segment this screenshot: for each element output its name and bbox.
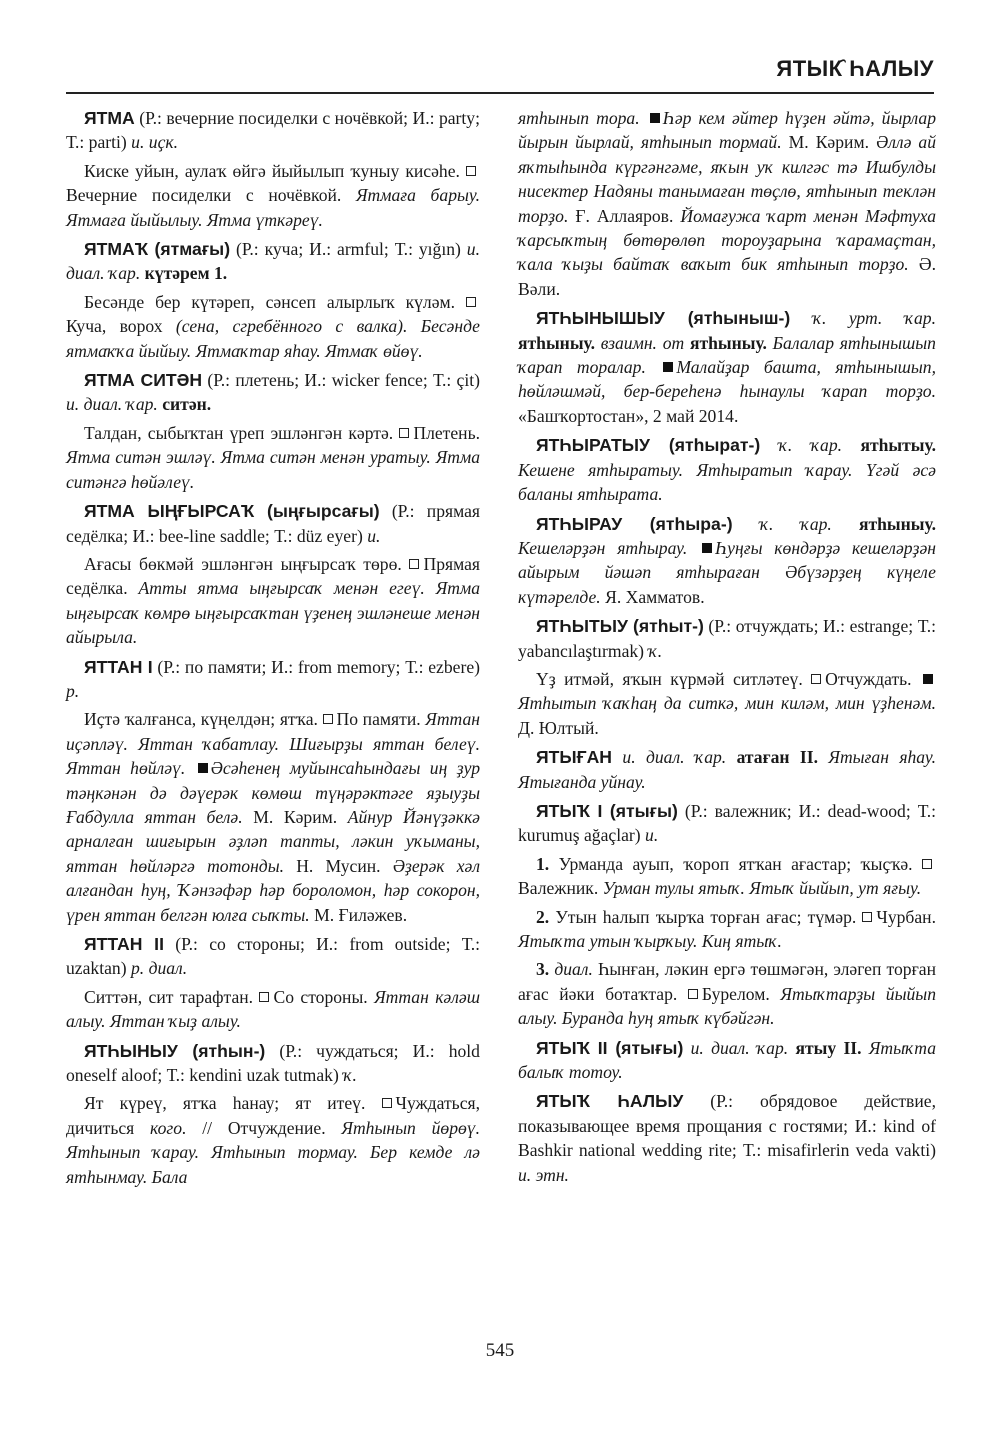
grammar-note: и. диал. ҡар. (66, 239, 480, 284)
dictionary-entry (518, 614, 936, 740)
definition: Киске уйын, аулаҡ өйгә йыйылып ҡуныу кисәһе. (84, 160, 466, 181)
dictionary-entry-continued (518, 106, 936, 301)
examples: Атты ятма ыңғырсаҡ менән егеү. Ятма ыңғырсаҡ көмрө ыңғырсаҡтан үҙенең эшләнеше менән айырыла. (66, 578, 480, 648)
square-marker-icon (323, 714, 333, 724)
quotation-author: М. Ғиләжев. (309, 904, 408, 925)
headword: ЯТМА ЫҢҒЫРСАҠ (ыңғырсағы) (84, 501, 380, 522)
dictionary-entry (518, 306, 936, 428)
dictionary-entry (66, 1039, 480, 1189)
definition: Талдан, сыбыҡтан үреп эшләнгән кәртә. (84, 422, 400, 443)
quotation: Әллә ай яҡтыһында күргәнгәме, яҡын уҡ килгәс тә Ишбулды нисектер Надяны танымаған төҫлө, ятһынып теклән торҙо. (518, 132, 936, 226)
examples: Балалар ятһынышып ҡарап торалар. (518, 332, 936, 378)
sense-number: 1. (536, 853, 559, 874)
dictionary-entry (66, 106, 480, 232)
headword: ЯТҺЫНЫШЫУ (ятһыныш-) (536, 308, 791, 329)
russian-gloss: Плетень. (413, 422, 480, 443)
quotation-author: Д. Юлтый. (518, 717, 599, 738)
square-marker-icon (399, 428, 409, 438)
headword: ЯТҺЫТЫУ (ятһыт-) (536, 616, 704, 637)
dictionary-entry (66, 368, 480, 494)
quotation-author: Ә. Вәли. (518, 254, 936, 299)
grammar-note: ҡ. ҡар. (759, 513, 859, 534)
grammar-note: и. диал. ҡар. (690, 1037, 796, 1058)
grammar-note: ҡ. ҡар. (778, 435, 861, 456)
sense-number: 3. (536, 959, 555, 980)
grammar-note: диал. (554, 959, 598, 980)
definition: Ағасы бөкмәй эшләнгән ыңғырсаҡ төрө. (84, 553, 410, 574)
quotation-author: Ғ. Аллаяров. (568, 205, 681, 226)
square-marker-icon (862, 912, 872, 922)
cross-reference: ситән. (162, 394, 212, 415)
translations: (Р.: прямая седёлка; И.: bee-line saddle; Т.: düz eyer) (66, 501, 480, 546)
quotation: Йомағужа ҡарт менән Мәфтуха ҡарсыҡтың бөтөрөлөп тороуҙарына ҡарамаҫтан, ҡала ҡыҙы байтаҡ ваҡыт бик ятһынып торҙо. (518, 205, 936, 275)
dictionary-entry (518, 745, 936, 794)
quotation-author: Н. Мусин. (284, 855, 393, 876)
russian-gloss: Чурбан. (876, 906, 936, 927)
dictionary-entry (66, 655, 480, 927)
dictionary-entry (66, 499, 480, 649)
translations: (Р.: вечерние посиделки с ночёвкой; И.: party; Т.: parti) (66, 108, 480, 153)
dictionary-entry (518, 512, 936, 610)
dictionary-entry (518, 433, 936, 506)
square-marker-icon (466, 297, 476, 307)
grammar-note: ҡ. урт. ҡар. (812, 308, 936, 329)
black-square-marker-icon (702, 543, 712, 553)
grammar-note: взаимн. от (600, 332, 690, 353)
headword: ЯТМАҠ (ятмағы) (84, 239, 231, 260)
quotation: Айнур Йәнүҙәккә арналған шиғырын әҙләп тапты, ләкин уҡыманы, яттан һөйләргә тотонды. (66, 806, 480, 876)
examples: Ятыҡта балыҡ тотоу. (518, 1037, 936, 1083)
sense-number: 2. (536, 906, 556, 927)
spacer (760, 435, 778, 455)
spacer (790, 308, 812, 328)
dictionary-entry (518, 799, 936, 1031)
russian-gloss: Прямая седёлка. (66, 553, 480, 599)
quotation-author: М. Кәрим. (242, 806, 348, 827)
grammar-note: и. диал. ҡар. (66, 394, 163, 415)
russian-gloss: Валежник. (518, 878, 603, 899)
examples: ятһынып тора. (518, 108, 647, 128)
headword: ЯТЫҠ II (ятығы) (536, 1037, 684, 1058)
examples: Кешене ятһыратыу. Ятһыратып ҡарау. Үгәй әсә баланы ятһырата. (518, 459, 936, 505)
cross-reference: ятһыныу. (858, 513, 936, 534)
headword: ЯТЫҠ I (ятығы) (536, 800, 678, 821)
headword: ЯТТАН I (84, 656, 153, 677)
quotation: Һуңғы көндәрҙә кешеләрҙән айырым йәшәп ятһыраған Әбүзәрҙең күңеле күтәрелде. (518, 537, 936, 607)
square-marker-icon (922, 859, 932, 869)
russian-gloss: По памяти. (336, 709, 426, 730)
translations: (Р.: со стороны; И.: from outside; Т.: uzaktan) (66, 934, 480, 979)
translations: (Р.: куча; И.: armful; Т.: yığın) (230, 239, 467, 260)
running-head-text: ЯТЫК҄ ҺАЛЫУ (776, 56, 934, 81)
translations: (Р.: валежник; И.: dead-wood; Т.: kurumuş ağaçlar) (518, 800, 937, 846)
definition: Ситтән, сит тарафтан. (84, 986, 260, 1007)
cross-reference: күтәрем 1. (144, 263, 228, 284)
quotation-author: Я. Хамматов. (600, 586, 705, 607)
translations: (Р.: по памяти; И.: from memory; Т.: ezbere) (152, 656, 480, 677)
russian-gloss: Отчуждать. (825, 668, 920, 689)
dictionary-entry (66, 932, 480, 1034)
grammar-note: и. диал. ҡар. (622, 747, 737, 768)
translations: (Р.: отчуждать; И.: estrange; Т.: yabancılaştırmak) (518, 616, 936, 661)
spacer (683, 1038, 690, 1058)
grammar-note: и. иҫк. (131, 132, 178, 153)
definition: Һынған, ләкин ергә төшмәгән, эләгеп торған ағас йәки ботаҡтар. (518, 959, 937, 1004)
quotation: Әсәһенең муйынсаһындағы иң ҙур тәңкәнән дә дәүерәк көмөш түңәрәктәге яҙыуҙы Ғабдулла яттан белә. (66, 758, 481, 827)
quotation: Әҙерәк хәл алғандан һуң, Ҡәнзәфәр һәр бороломон, һәр сокорон, үрен яттан белгән юлға сыҡты. (66, 855, 481, 925)
gloss-note: (сена, сгребённого с валка). (175, 316, 421, 337)
definition: Урманда ауып, ҡороп ятҡан ағастар; ҡыҫҡә. (558, 853, 922, 874)
derived-gloss: // Отчуждение. (202, 1117, 342, 1138)
dictionary-entry (518, 1036, 936, 1085)
examples: Яттан иҫәпләү. Яттан ҡабатлау. Шиғырҙы яттан белеү. Яттан һөйләү. (66, 709, 480, 779)
russian-gloss: Чуждаться, дичиться (66, 1093, 480, 1138)
examples: Урман тулы ятыҡ. Ятыҡ йыйып, ут яғыу. (602, 878, 922, 899)
quotation-author: М. Кәрим. (781, 132, 876, 153)
definition: Иҫтә ҡалғанса, күңелдән; ятҡа. (84, 709, 323, 730)
russian-gloss: Куча, ворох (66, 316, 176, 337)
page-number: 545 (485, 1340, 515, 1361)
square-marker-icon (688, 989, 698, 999)
spacer (612, 747, 622, 767)
quotation: Малайҙар башта, ятһынышып, һөйләшмәй, бер-береһенә һынаулы ҡарап торҙо. (518, 357, 936, 402)
quotation: Ятһытып ҡаҡһаң да ситкә, мин киләм, мин үҙһенәм. (518, 693, 936, 714)
dictionary-entry (518, 1089, 936, 1187)
spacer (733, 514, 760, 534)
headword: ЯТҺЫНЫУ (ятһын-) (84, 1040, 266, 1061)
examples: Яттан кәләш алыу. Яттан ҡыҙ алыу. (66, 986, 480, 1032)
grammar-note: ҡ. (648, 640, 663, 661)
left-column (66, 106, 480, 1194)
square-marker-icon (409, 559, 419, 569)
square-marker-icon (811, 674, 821, 684)
russian-gloss: Бурелом. (701, 983, 781, 1004)
grammar-note: и. (367, 525, 381, 546)
right-column (518, 106, 936, 1192)
grammar-note: и. этн. (518, 1164, 569, 1185)
definition: Ят күреү, ятҡа һанау; ят итеү. (84, 1093, 382, 1114)
square-marker-icon (466, 166, 476, 176)
definition: Утын һалып ҡырҡа торған ағас; түмәр. (555, 906, 863, 927)
quotation-author: «Башҡортостан», 2 май 2014. (518, 405, 739, 426)
translations: (Р.: чуждаться; И.: hold oneself aloof; Т.: kendini uzak tutmak) (66, 1040, 480, 1086)
black-square-marker-icon (923, 674, 933, 684)
grammar-note: р. (66, 680, 80, 701)
examples: Ятһынып йөрөү. Ятһынып ҡарау. Ятһынып тормау. Бер кемде лә ятһынмау. Бала (66, 1117, 480, 1187)
examples: Ятмаға барыу. Ятмаға йыйылыу. Ятма үткәреү. (66, 185, 481, 230)
headword: ЯТТАН II (84, 934, 164, 954)
cross-reference: ятһыныу. (689, 332, 773, 353)
headword: ЯТМА (84, 108, 135, 128)
black-square-marker-icon (198, 763, 208, 773)
headword: ЯТЫҒАН (536, 747, 613, 768)
headword: ЯТҺЫРАУ (ятһыра-) (536, 513, 733, 534)
russian-gloss: Вечерние посиделки с ночёвкой. (66, 185, 356, 206)
square-marker-icon (259, 992, 269, 1002)
cross-reference: ятһытыу. (860, 435, 936, 456)
running-head (66, 56, 934, 94)
black-square-marker-icon (650, 113, 660, 123)
grammar-note: и. (645, 825, 659, 846)
examples: Ятма ситән эшләү. Ятма ситән менән уратыу. Ятма ситәнгә һөйәлеү. (66, 447, 480, 492)
dictionary-entry (66, 237, 480, 363)
headword: ЯТЫҠ ҺАЛЫУ (536, 1091, 684, 1112)
examples: Бесәнде ятмаҡҡа йыйыу. Ятмаҡтар яһау. Ятмаҡ өйөү. (66, 316, 480, 361)
cross-reference: ятһыныу. (518, 332, 601, 353)
gloss-note: кого. (150, 1117, 203, 1138)
examples: Ятыҡта утын ҡырҡыу. Киң ятыҡ. (518, 931, 782, 951)
quotation: Һәр кем әйтер һүҙен әйтә, йырлар йырын йырлай, ятһынып тормай. (518, 108, 936, 153)
headword: ЯТҺЫРАТЫУ (ятһырат-) (536, 435, 761, 456)
grammar-note: ҡ. (343, 1065, 357, 1086)
translations: (Р.: обрядовое действие, показывающее время прощания с гостями; И.: kind of Bashkir national wedding rite; Т.: misafirlerin veda vakti) (518, 1091, 936, 1161)
examples: Кешеләрҙән ятһырау. (518, 537, 700, 558)
square-marker-icon (382, 1098, 392, 1108)
headword: ЯТМА СИТӘН (84, 370, 203, 391)
definition: Бесәнде бер күтәреп, сәнсеп алырлыҡ күләм. (84, 291, 466, 312)
cross-reference: ятыу II. (795, 1037, 869, 1058)
examples: Ятыған яһау. Ятығанда уйнау. (518, 747, 936, 792)
cross-reference: атаған II. (736, 747, 829, 768)
russian-gloss: Со стороны. (273, 986, 375, 1007)
black-square-marker-icon (663, 362, 673, 372)
examples: Ятыҡтарҙы йыйып алыу. Буранда һуң ятыҡ күбәйгән. (518, 983, 936, 1029)
definition: Үҙ итмәй, яҡын күрмәй ситләтеү. (536, 668, 812, 689)
grammar-note: р. диал. (130, 958, 188, 979)
translations: (Р.: плетень; И.: wicker fence; Т.: çit) (202, 370, 480, 391)
